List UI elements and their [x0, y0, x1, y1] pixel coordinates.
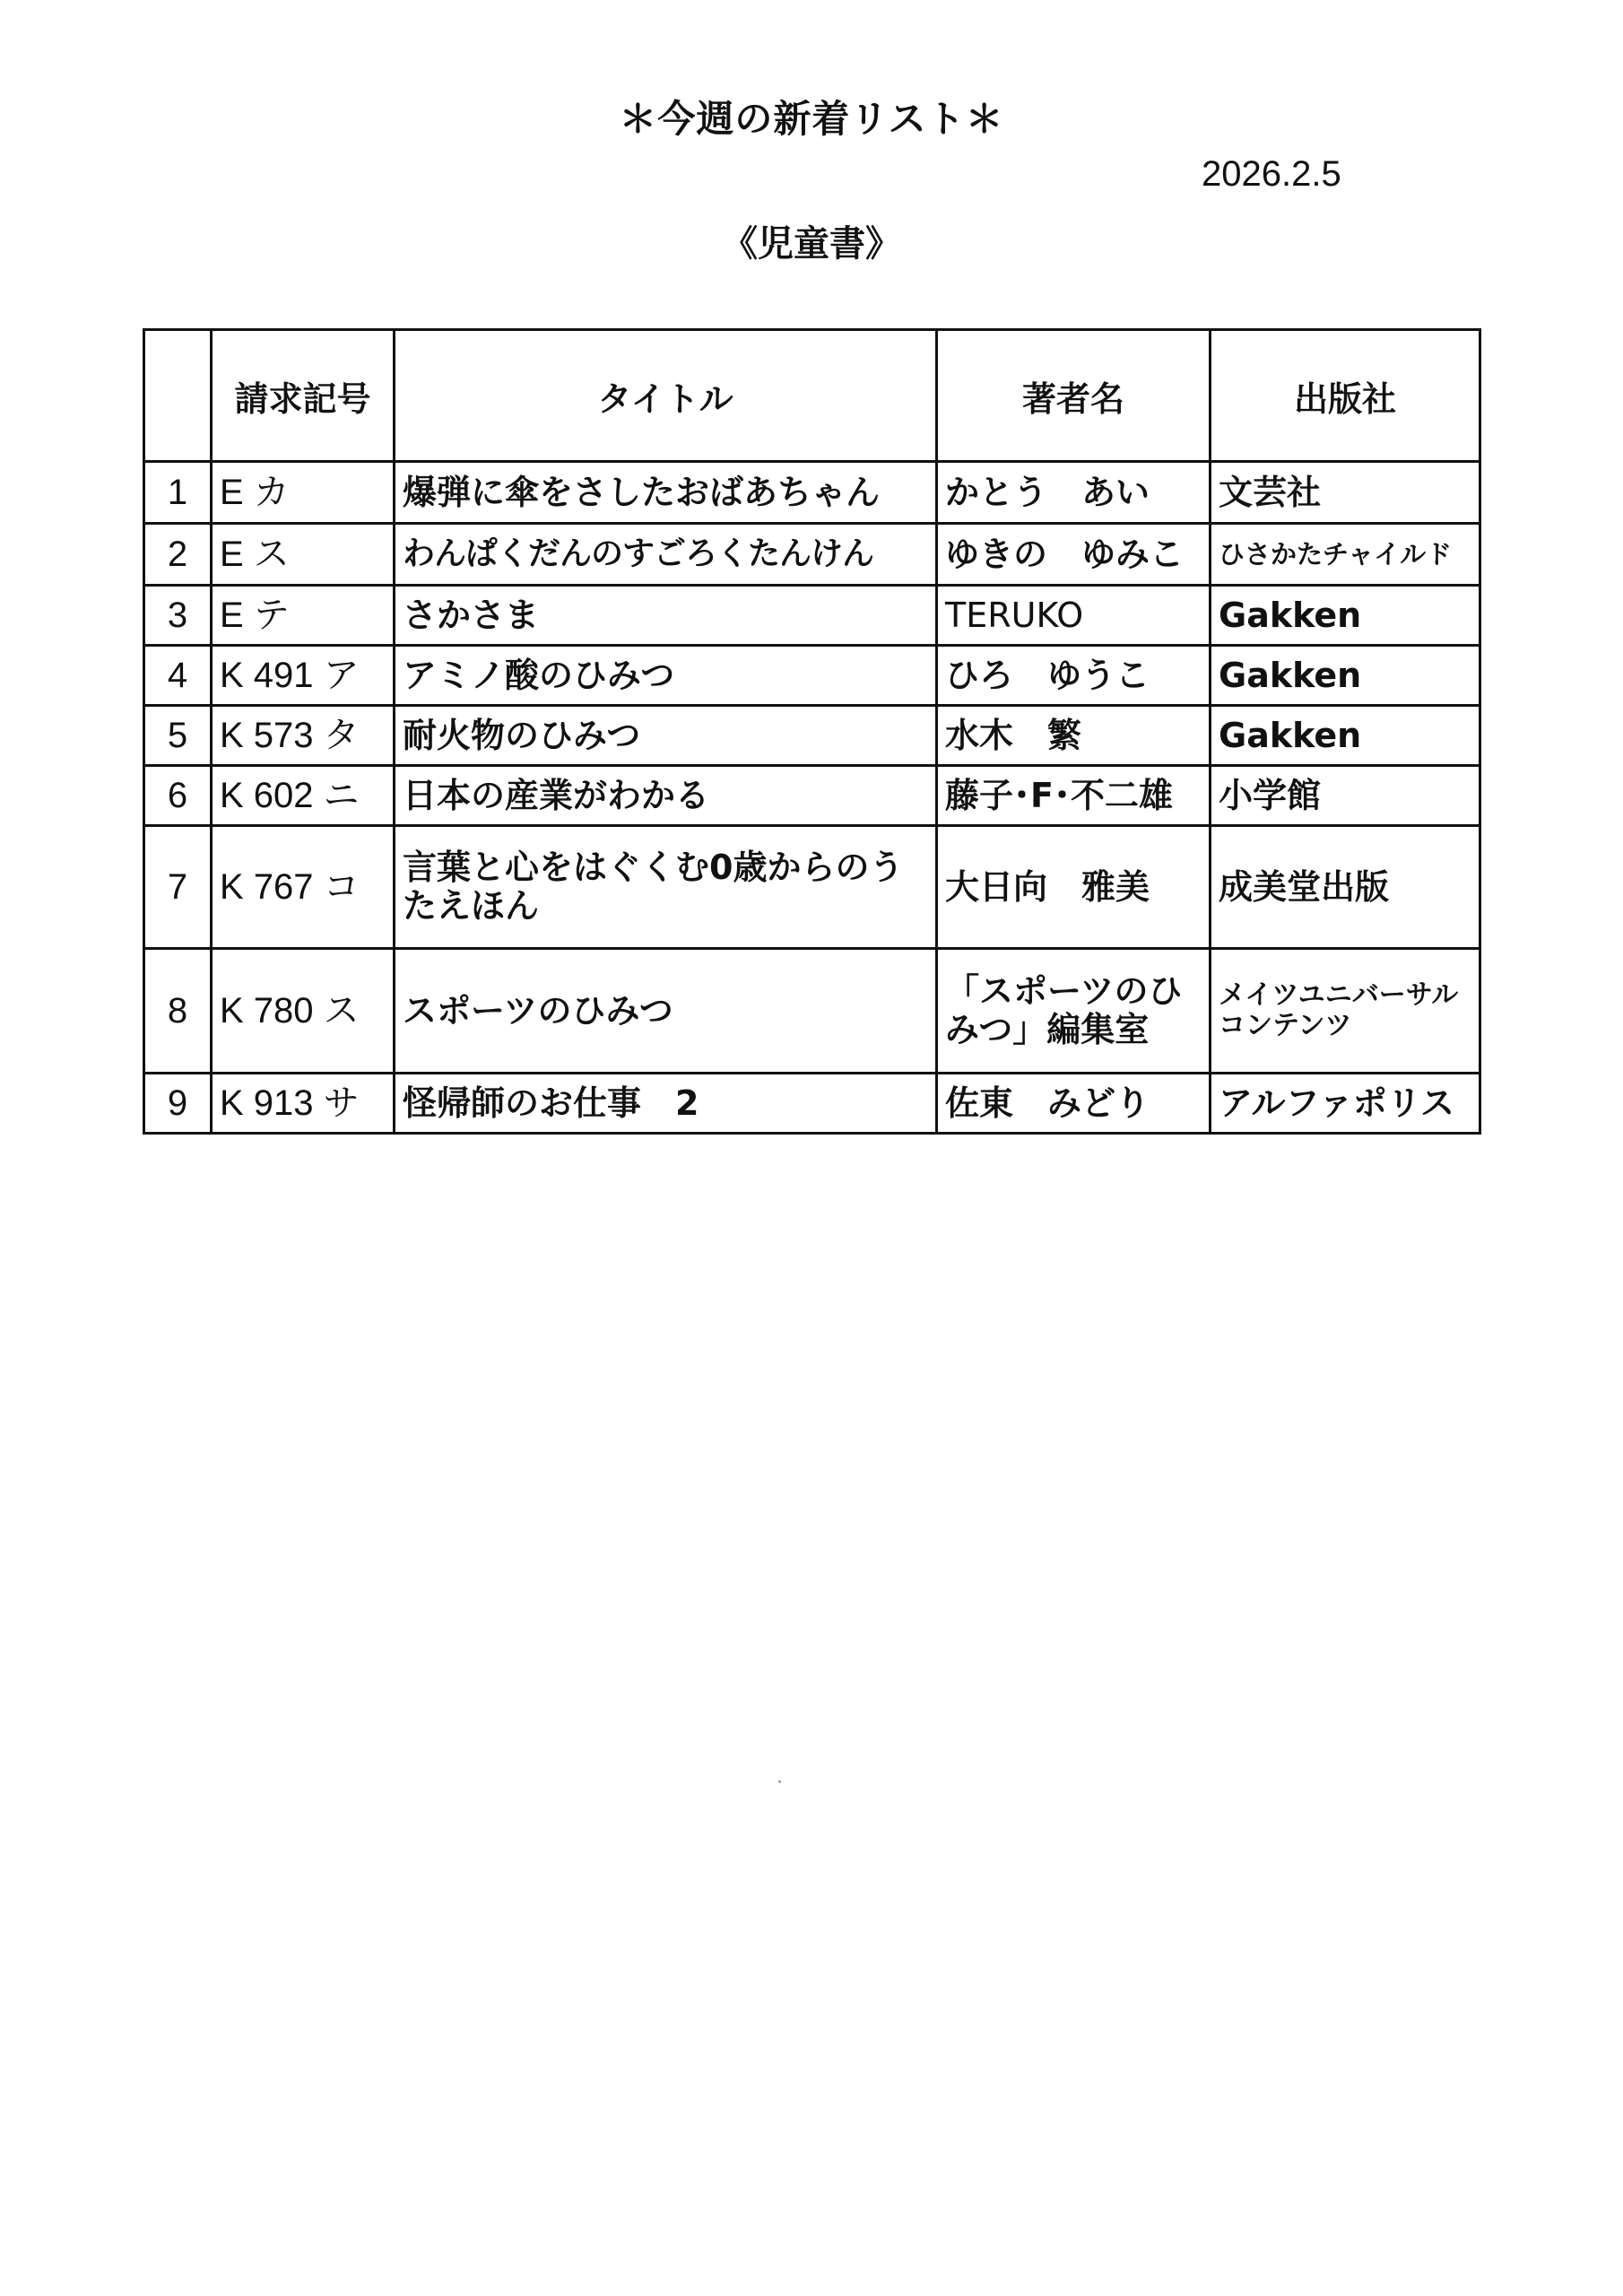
row-number: 6: [144, 766, 212, 826]
author-cell: 水木 繁: [937, 706, 1211, 766]
author-cell: 大日向 雅美: [937, 826, 1211, 949]
publisher-cell: アルファポリス: [1211, 1074, 1480, 1134]
table-row: [144, 524, 1480, 586]
call-number-cell: E テ: [212, 586, 395, 646]
call-number-cell: K 491 ア: [212, 646, 395, 706]
title-cell: 日本の産業がわかる: [395, 766, 937, 826]
row-number: 1: [144, 462, 212, 524]
title-cell: スポーツのひみつ: [395, 949, 937, 1074]
list-date: 2026.2.5: [1202, 154, 1341, 194]
table-row: [144, 462, 1480, 524]
call-number-cell: E カ: [212, 462, 395, 524]
row-number: 4: [144, 646, 212, 706]
author-cell: ひろ ゆうこ: [937, 646, 1211, 706]
table-row: [144, 586, 1480, 646]
title-cell: さかさま: [395, 586, 937, 646]
publisher-cell: メイツユニバーサルコンテンツ: [1211, 949, 1480, 1074]
table-row: [144, 766, 1480, 826]
table-row: [144, 706, 1480, 766]
column-header-call-number: 請求記号: [212, 330, 395, 462]
title-cell: 耐火物のひみつ: [395, 706, 937, 766]
call-number-cell: K 573 タ: [212, 706, 395, 766]
publisher-cell: 小学館: [1211, 766, 1480, 826]
row-number: 2: [144, 524, 212, 586]
column-header-publisher: 出版社: [1211, 330, 1480, 462]
row-number: 7: [144, 826, 212, 949]
publisher-cell: ひさかたチャイルド: [1211, 524, 1480, 586]
row-number: 5: [144, 706, 212, 766]
table-row: [144, 646, 1480, 706]
author-cell: 佐東 みどり: [937, 1074, 1211, 1134]
call-number-cell: K 780 ス: [212, 949, 395, 1074]
publisher-cell: Gakken: [1211, 706, 1480, 766]
new-arrivals-table: [143, 328, 1481, 1135]
publisher-cell: Gakken: [1211, 646, 1480, 706]
column-header-title: タイトル: [395, 330, 937, 462]
call-number-cell: K 913 サ: [212, 1074, 395, 1134]
table-header-row: [144, 330, 1480, 462]
author-cell: 「スポーツのひみつ」編集室: [937, 949, 1211, 1074]
column-header-number: [144, 330, 212, 462]
title-cell: わんぱくだんのすごろくたんけん: [395, 524, 937, 586]
table-row: [144, 949, 1480, 1074]
publisher-cell: 成美堂出版: [1211, 826, 1480, 949]
author-cell: ゆきの ゆみこ: [937, 524, 1211, 586]
title-cell: 爆弾に傘をさしたおばあちゃん: [395, 462, 937, 524]
table-row: [144, 1074, 1480, 1134]
author-cell: かとう あい: [937, 462, 1211, 524]
row-number: 8: [144, 949, 212, 1074]
author-cell: 藤子･F･不二雄: [937, 766, 1211, 826]
call-number-cell: K 767 コ: [212, 826, 395, 949]
author-cell: TERUKO: [937, 586, 1211, 646]
table-row: [144, 826, 1480, 949]
title-cell: アミノ酸のひみつ: [395, 646, 937, 706]
call-number-cell: K 602 ニ: [212, 766, 395, 826]
scan-speck: [778, 1780, 781, 1783]
column-header-author: 著者名: [937, 330, 1211, 462]
page-title: ＊今週の新着リスト＊: [619, 97, 1004, 141]
publisher-cell: Gakken: [1211, 586, 1480, 646]
row-number: 9: [144, 1074, 212, 1134]
publisher-cell: 文芸社: [1211, 462, 1480, 524]
title-cell: 言葉と心をはぐくむ0歳からのうたえほん: [395, 826, 937, 949]
call-number-cell: E ス: [212, 524, 395, 586]
title-cell: 怪帰師のお仕事 2: [395, 1074, 937, 1134]
category-heading: 《児童書》: [722, 223, 901, 265]
row-number: 3: [144, 586, 212, 646]
